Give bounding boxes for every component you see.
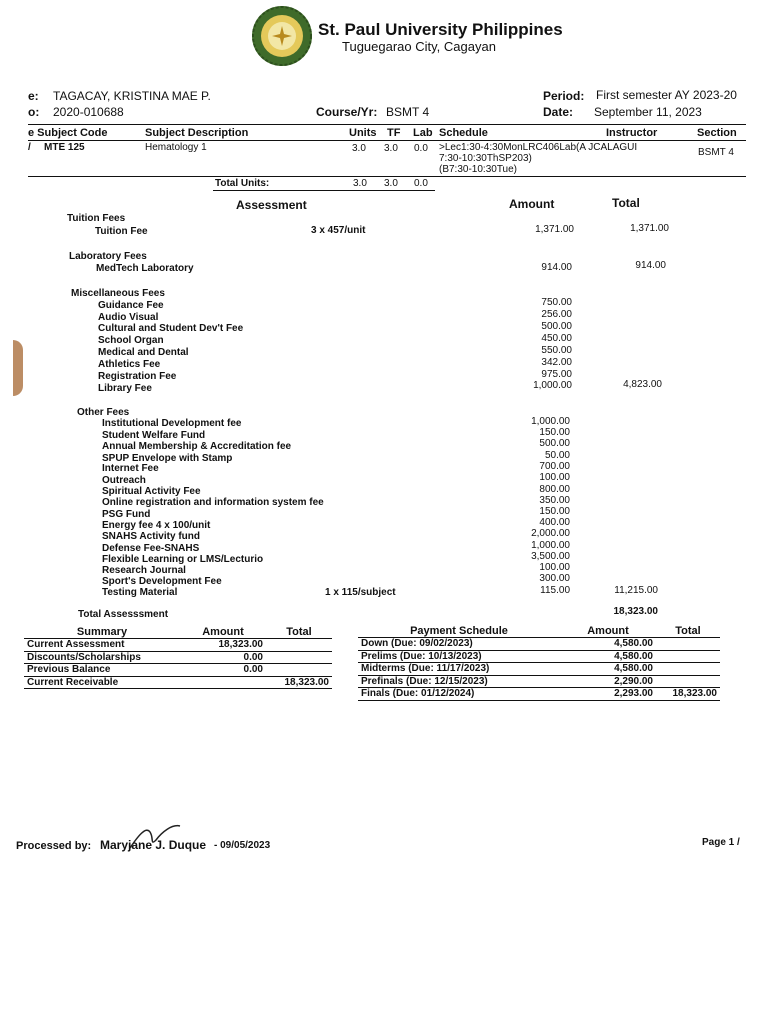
other-fee-label: Online registration and information system fee: [102, 497, 324, 508]
other-fee-amount: 300.00: [539, 573, 570, 584]
page-number: Page 1 /: [702, 837, 740, 848]
other-fee-amount: 350.00: [539, 495, 570, 506]
summary-total: [266, 639, 332, 652]
misc-fee-label: Medical and Dental: [98, 347, 189, 358]
other-fee-amount: 50.00: [544, 450, 570, 461]
table-row: [24, 676, 332, 689]
medtech-lab-amount: 914.00: [541, 262, 572, 273]
date-value: September 11, 2023: [594, 105, 702, 119]
payment-schedule-header: Payment Schedule: [358, 625, 560, 638]
misc-fee-label: Registration Fee: [98, 371, 177, 382]
total-assessment-label: Total Assesssment: [78, 609, 169, 620]
course-label: Course/Yr:: [316, 105, 378, 119]
assessment-amount-header: Amount: [509, 197, 555, 211]
other-fee-amount: 2,000.00: [531, 528, 570, 539]
table-row: [24, 664, 332, 677]
summary-amount-header: Amount: [180, 626, 266, 639]
table-row: [24, 651, 332, 664]
col-subject-description: Subject Description: [145, 127, 249, 139]
other-fee-amount: 400.00: [539, 517, 570, 528]
table-row: [358, 688, 720, 701]
col-tf: TF: [387, 127, 401, 139]
summary-total: 18,323.00: [266, 676, 332, 689]
misc-fee-amount: 975.00: [541, 369, 572, 380]
summary-label: Current Assessment: [24, 639, 180, 652]
col-lab: Lab: [413, 127, 433, 139]
table-row: [358, 638, 720, 651]
laboratory-group: Laboratory Fees: [69, 251, 147, 262]
payment-total: [656, 638, 720, 651]
subject-schedule-line1: >Lec1:30-4:30MonLRC406Lab(A JCALAGUI: [439, 142, 638, 153]
other-fee-amount: 150.00: [539, 427, 570, 438]
other-fee-amount: 500.00: [539, 438, 570, 449]
summary-amount: 0.00: [180, 651, 266, 664]
other-fee-amount: 115.00: [540, 585, 570, 596]
other-fee-label: SNAHS Activity fund: [102, 531, 200, 542]
student-id-label: o:: [28, 105, 40, 119]
payment-total: [656, 650, 720, 663]
subject-header-rule: [28, 140, 746, 141]
summary-header: Summary: [24, 626, 180, 639]
total-units-label: Total Units:: [215, 178, 270, 189]
other-fee-label: Annual Membership & Accreditation fee: [102, 441, 292, 452]
subject-description: Hematology 1: [145, 142, 207, 153]
school-name: St. Paul University Philippines: [318, 20, 563, 39]
testing-material-rate: 1 x 115/subject: [325, 587, 396, 598]
other-fees-group: Other Fees: [77, 407, 130, 418]
misc-fee-amount: 342.00: [541, 357, 572, 368]
misc-fee-label: Audio Visual: [98, 312, 159, 323]
payment-total: [656, 663, 720, 676]
subject-code: MTE 125: [44, 142, 85, 153]
other-fee-label: Outreach: [102, 475, 146, 486]
date-label: Date:: [543, 105, 574, 119]
other-fee-amount: 3,500.00: [531, 551, 570, 562]
subject-table-top-rule: [28, 124, 746, 125]
other-fee-amount: 100.00: [539, 562, 570, 573]
col-instructor: Instructor: [606, 127, 658, 139]
university-seal-logo: [250, 4, 314, 68]
payment-total: 18,323.00: [656, 688, 720, 701]
payment-amount: 2,293.00: [560, 688, 656, 701]
misc-fee-amount: 450.00: [541, 333, 572, 344]
other-fee-label: Internet Fee: [102, 463, 159, 474]
other-fee-label: Defense Fee-SNAHS: [102, 543, 200, 554]
payment-schedule-table: [358, 625, 720, 701]
period-value: First semester AY 2023-20: [596, 88, 737, 102]
summary-table: [24, 626, 332, 689]
other-fee-label: SPUP Envelope with Stamp: [102, 453, 233, 464]
misc-fee-label: Athletics Fee: [98, 359, 161, 370]
course-value: BSMT 4: [386, 105, 430, 119]
col-section: Section: [697, 127, 737, 139]
other-fee-amount: 100.00: [539, 472, 570, 483]
misc-fee-amount: 500.00: [541, 321, 572, 332]
other-fee-label: Sport's Development Fee: [102, 576, 222, 587]
payment-total: [656, 675, 720, 688]
misc-fee-amount: 750.00: [541, 297, 572, 308]
scan-smudge: [13, 340, 23, 396]
misc-fee-label: Cultural and Student Dev't Fee: [98, 323, 244, 334]
medtech-lab-label: MedTech Laboratory: [96, 263, 194, 274]
period-label: Period:: [543, 89, 585, 103]
subject-section: BSMT 4: [698, 147, 734, 158]
tuition-group: Tuition Fees: [67, 213, 126, 224]
payment-label: Finals (Due: 01/12/2024): [358, 688, 560, 701]
summary-label: Current Receivable: [24, 676, 180, 689]
summary-total-header: Total: [266, 626, 332, 639]
total-units-value: 3.0: [353, 178, 367, 189]
col-schedule: Schedule: [439, 127, 488, 139]
other-fee-label: Testing Material: [102, 587, 178, 598]
subject-tf: 3.0: [384, 143, 398, 154]
total-units-rule: [213, 190, 435, 191]
payment-amount: 4,580.00: [560, 650, 656, 663]
subject-schedule-line2: 7:30-10:30ThSP203): [439, 153, 532, 164]
misc-fee-label: School Organ: [98, 335, 164, 346]
payment-label: Prelims (Due: 10/13/2023): [358, 650, 560, 663]
summary-total: [266, 664, 332, 677]
processed-date: - 09/05/2023: [214, 840, 271, 851]
col-subject-code: e Subject Code: [28, 127, 108, 139]
payment-amount: 4,580.00: [560, 663, 656, 676]
signature-mark: [128, 818, 184, 852]
payment-amount-header: Amount: [560, 625, 656, 638]
subject-schedule-line3: (B7:30-10:30Tue): [439, 164, 518, 175]
other-fee-label: PSG Fund: [102, 509, 151, 520]
student-name-label: e:: [28, 89, 39, 103]
subject-table-bottom-rule: [28, 176, 746, 177]
subject-row-marker: /: [28, 142, 31, 153]
col-units: Units: [349, 127, 377, 139]
other-fee-label: Spiritual Activity Fee: [102, 486, 201, 497]
summary-label: Discounts/Scholarships: [24, 651, 180, 664]
payment-label: Prefinals (Due: 12/15/2023): [358, 675, 560, 688]
processed-by-name: Maryjane J. Duque: [100, 838, 207, 852]
misc-fee-label: Library Fee: [98, 383, 152, 394]
other-fee-label: Research Journal: [102, 565, 186, 576]
summary-amount: [180, 676, 266, 689]
subject-lab: 0.0: [414, 143, 428, 154]
processed-by-label: Processed by:: [16, 840, 92, 852]
other-fee-amount: 1,000.00: [531, 540, 570, 551]
misc-group: Miscellaneous Fees: [71, 288, 165, 299]
student-name: TAGACAY, KRISTINA MAE P.: [53, 89, 211, 103]
school-address: Tuguegarao City, Cagayan: [342, 39, 496, 54]
other-fee-label: Energy fee 4 x 100/unit: [102, 520, 211, 531]
other-fee-label: Institutional Development fee: [102, 418, 242, 429]
assessment-title: Assessment: [236, 198, 307, 212]
other-fee-amount: 1,000.00: [531, 416, 570, 427]
summary-amount: 18,323.00: [180, 639, 266, 652]
misc-fee-amount: 256.00: [541, 309, 572, 320]
medtech-lab-total: 914.00: [635, 260, 666, 271]
table-row: [24, 639, 332, 652]
misc-fee-label: Guidance Fee: [98, 300, 164, 311]
payment-amount: 2,290.00: [560, 675, 656, 688]
assessment-total-header: Total: [612, 196, 640, 210]
payment-total-header: Total: [656, 625, 720, 638]
tuition-rate: 3 x 457/unit: [311, 225, 366, 236]
other-fee-label: Flexible Learning or LMS/Lecturio: [102, 554, 264, 565]
misc-fee-amount: 550.00: [541, 345, 572, 356]
summary-label: Previous Balance: [24, 664, 180, 677]
other-fee-amount: 700.00: [539, 461, 570, 472]
other-fee-label: Student Welfare Fund: [102, 430, 206, 441]
student-id: 2020-010688: [53, 105, 124, 119]
other-fee-amount: 800.00: [539, 484, 570, 495]
misc-total: 4,823.00: [623, 379, 662, 390]
tuition-total: 1,371.00: [630, 223, 669, 234]
subject-units: 3.0: [352, 143, 366, 154]
tuition-fee-label: Tuition Fee: [95, 226, 148, 237]
payment-label: Down (Due: 09/02/2023): [358, 638, 560, 651]
table-row: [358, 650, 720, 663]
other-fees-total: 11,215.00: [614, 585, 658, 596]
table-row: [358, 675, 720, 688]
total-tf-value: 3.0: [384, 178, 398, 189]
other-fee-amount: 150.00: [539, 506, 570, 517]
total-lab-value: 0.0: [414, 178, 428, 189]
payment-amount: 4,580.00: [560, 638, 656, 651]
table-row: [358, 663, 720, 676]
misc-fee-amount: 1,000.00: [533, 380, 572, 391]
summary-amount: 0.00: [180, 664, 266, 677]
summary-total: [266, 651, 332, 664]
payment-label: Midterms (Due: 11/17/2023): [358, 663, 560, 676]
tuition-amount: 1,371.00: [535, 224, 574, 235]
total-assessment-value: 18,323.00: [613, 606, 658, 617]
